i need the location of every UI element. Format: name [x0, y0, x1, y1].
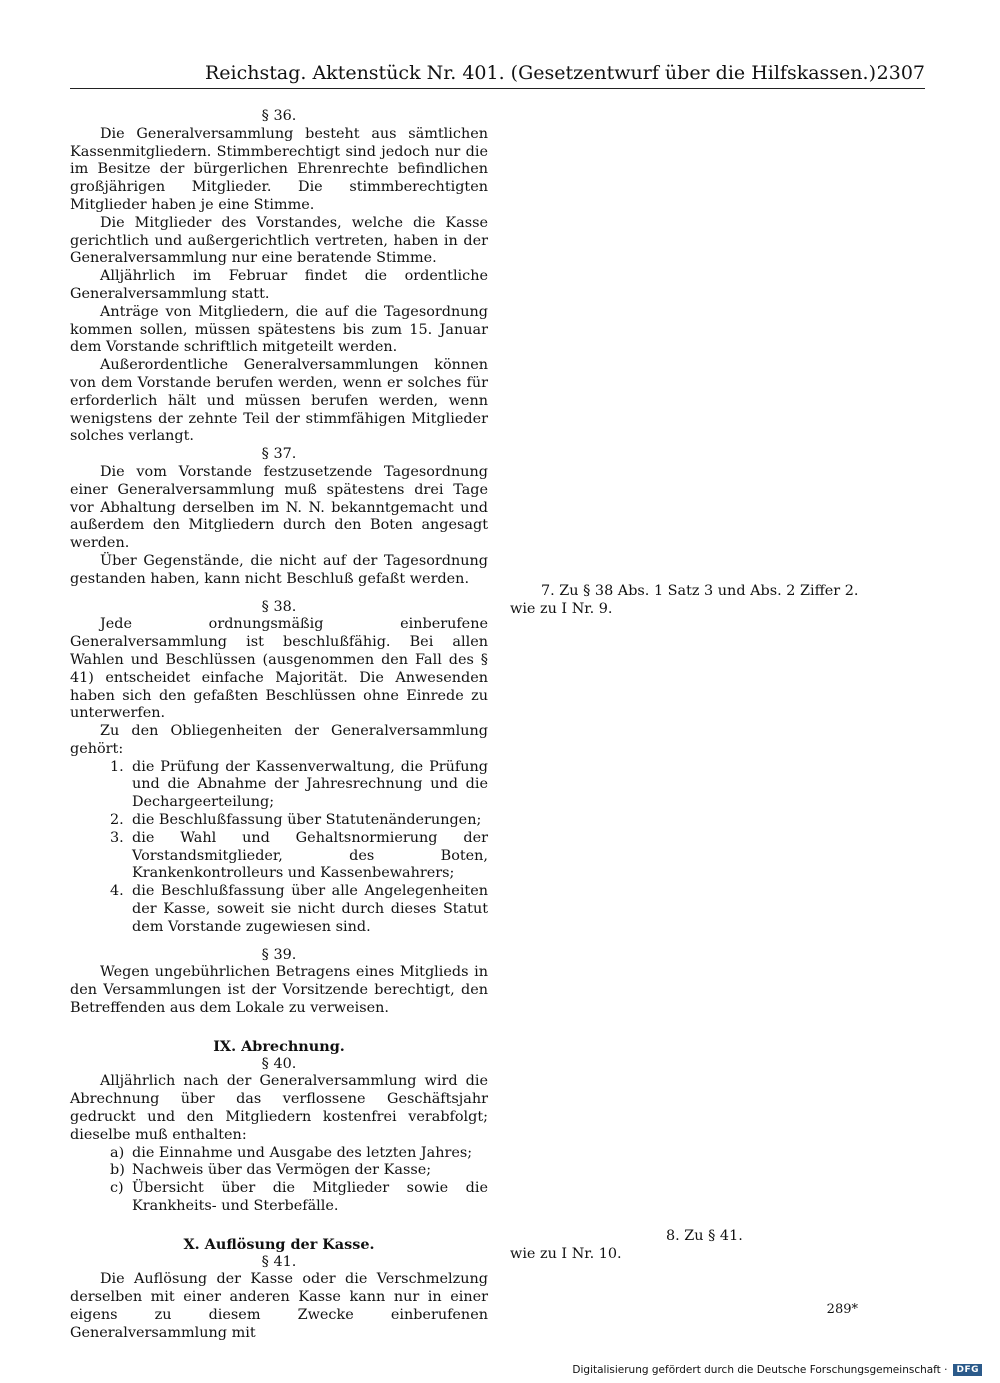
note-text: wie zu I Nr. 9. — [510, 600, 613, 617]
list-item: 4. die Beschlußfassung über alle Angelegenheiten der Kasse, soweit sie nicht durch dieses Statut dem Vorstande zugewiesen sind. — [110, 883, 488, 935]
funding-banner — [572, 1364, 982, 1376]
chapter-heading-ix: IX. Abrechnung. — [213, 1037, 345, 1055]
list-item: c) Übersicht über die Mitglieder sowie die Krankheits- und Sterbefälle. — [110, 1180, 488, 1215]
section-heading-41: § 41. — [261, 1253, 297, 1270]
main-text-column — [70, 108, 488, 1343]
list-item: a) die Einnahme und Ausgabe des letzten Jahres; — [110, 1144, 473, 1161]
margin-note-7 — [510, 583, 910, 619]
paragraph: Die Generalversammlung besteht aus sämtlichen Kassenmitgliedern. Stimmberechtigt sind jedoch nur die im Besitze der bürgerlichen Ehrenrechte befindlichen großjährigen Mitglieder. Die stimmberechtigten Mitglieder haben je eine Stimme. — [70, 125, 488, 213]
paragraph: Die Auflösung der Kasse oder die Verschmelzung derselben mit einer anderen Kasse kann nur in einer eigens zu diesem Zwecke einberufenen Generalversammlung mit — [70, 1271, 488, 1341]
dfg-logo: DFG — [953, 1364, 982, 1376]
section-heading-39: § 39. — [261, 946, 297, 963]
list-item: 1. die Prüfung der Kassenverwaltung, die Prüfung und die Abnahme der Jahresrechnung und die Dechargeerteilung; — [110, 758, 488, 811]
paragraph: Anträge von Mitgliedern, die auf die Tagesordnung kommen sollen, müssen spätestens bis zum 15. Januar dem Vorstande schriftlich mitgeteilt werden. — [70, 303, 488, 356]
list-item: b) Nachweis über das Vermögen der Kasse; — [110, 1162, 432, 1179]
funding-text: Digitalisierung gefördert durch die Deutsche Forschungsgemeinschaft · — [572, 1364, 948, 1376]
list-item: 2. die Beschlußfassung über Statutenänderungen; — [110, 812, 482, 829]
section-heading-38: § 38. — [261, 598, 297, 615]
note-text: wie zu I Nr. 10. — [510, 1245, 622, 1262]
paragraph: Jede ordnungsmäßig einberufene Generalversammlung ist beschlußfähig. Bei allen Wahlen und Beschlüssen (ausgenommen den Fall des § 41) entscheidet einfache Majorität. Die Anwesenden haben sich den gefaßten Beschlüssen ohne Einrede zu unterwerfen. — [70, 616, 488, 722]
paragraph: Die vom Vorstande festzusetzende Tagesordnung einer Generalversammlung muß spätestens drei Tage vor Abhaltung derselben im N. N. bekanntgemacht und außerdem den Mitgliedern durch den Boten angesagt werden. — [70, 463, 488, 552]
paragraph: Über Gegenstände, die nicht auf der Tagesordnung gestanden haben, kann nicht Beschluß gefaßt werden. — [70, 552, 488, 587]
note-heading: 7. Zu § 38 Abs. 1 Satz 3 und Abs. 2 Ziffer 2. — [541, 583, 859, 599]
list-item: 3. die Wahl und Gehaltsnormierung der Vorstandsmitglieder, des Boten, Krankenkontrolleurs und Kassenbewahrers; — [110, 829, 488, 882]
running-header — [70, 60, 925, 89]
paragraph: Zu den Obliegenheiten der Generalversammlung gehört: — [70, 723, 488, 757]
paragraph: Die Mitglieder des Vorstandes, welche die Kasse gerichtlich und außergerichtlich vertreten, haben in der Generalversammlung nur eine beratende Stimme. — [70, 214, 488, 267]
section-heading-40: § 40. — [261, 1055, 297, 1072]
header-title: Reichstag. Aktenstück Nr. 401. (Gesetzentwurf über die Hilfskassen.) — [205, 62, 876, 84]
paragraph: Außerordentliche Generalversammlungen können von dem Vorstande berufen werden, wenn er solches für erforderlich hält und müssen berufen werden, wenn wenigstens der zehnte Teil der stimmfähigen Mitglieder solches verlangt. — [70, 357, 488, 445]
paragraph: Alljährlich im Februar findet die ordentliche Generalversammlung statt. — [70, 268, 488, 302]
section-heading-37: § 37. — [261, 446, 297, 463]
margin-note-8 — [510, 1228, 910, 1264]
paragraph: Alljährlich nach der Generalversammlung wird die Abrechnung über das verflossene Geschäftsjahr gedruckt und den Mitgliedern kostenfrei verabfolgt; dieselbe muß enthalten: — [70, 1073, 488, 1143]
chapter-heading-x: X. Auflösung der Kasse. — [183, 1235, 375, 1253]
signature-mark: 289* — [826, 1302, 858, 1317]
page-number: 2307 — [876, 62, 925, 84]
paragraph: Wegen ungebührlichen Betragens eines Mitglieds in den Versammlungen ist der Vorsitzende berechtigt, den Betreffenden aus dem Lokale zu verweisen. — [70, 964, 488, 1017]
note-heading: 8. Zu § 41. — [666, 1228, 743, 1244]
section-heading-36: § 36. — [261, 108, 297, 124]
